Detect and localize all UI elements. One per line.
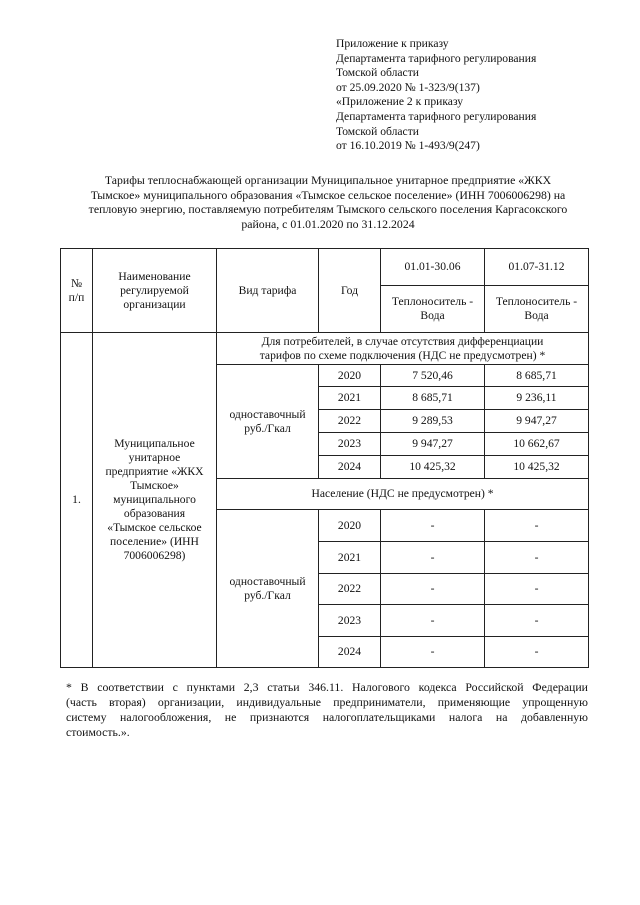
- header-period-2: 01.07-31.12: [485, 249, 589, 286]
- tariff-value: -: [381, 542, 485, 574]
- tariff-value: -: [381, 605, 485, 637]
- year-cell: 2022: [319, 574, 381, 605]
- tariff-value: 7 520,46: [381, 365, 485, 387]
- section-2-title: Население (НДС не предусмотрен) *: [217, 479, 589, 510]
- footnote-line: стоимость.».: [66, 725, 130, 739]
- header-num: № п/п: [61, 249, 93, 333]
- footnote: [66, 680, 588, 740]
- appendix-line: от 16.10.2019 № 1-493/9(247): [336, 139, 480, 153]
- tariff-value: -: [485, 542, 589, 574]
- header-org-name: Наименование регулируемой организации: [93, 249, 217, 333]
- document-title: [48, 173, 608, 231]
- row-num: 1.: [61, 333, 93, 668]
- tariff-value: 9 236,11: [485, 387, 589, 410]
- year-cell: 2024: [319, 637, 381, 668]
- tariff-table: [60, 248, 589, 668]
- title-line: Тарифы теплоснабжающей организации Муниципальное унитарное предприятие «ЖКХ: [104, 173, 552, 187]
- year-cell: 2024: [319, 456, 381, 479]
- appendix-line: от 25.09.2020 № 1-323/9(137): [336, 80, 480, 94]
- tariff-value: -: [485, 605, 589, 637]
- title-line: тепловую энергию, поставляемую потребителям Тымского сельского поселения Каргасокского: [88, 202, 568, 217]
- appendix-line: Департамента тарифного регулирования: [336, 51, 537, 65]
- appendix-header: [336, 37, 626, 154]
- tariff-value: -: [485, 510, 589, 542]
- tariff-value: 9 947,27: [485, 410, 589, 433]
- header-year: Год: [319, 249, 381, 333]
- org-name: Муниципальное унитарное предприятие «ЖКХ Тымское» муниципального образования «Тымское сельское поселение» (ИНН 7006006298): [93, 333, 217, 668]
- tariff-value: 9 289,53: [381, 410, 485, 433]
- tariff-value: -: [381, 637, 485, 668]
- appendix-line: Приложение к приказу: [336, 37, 449, 50]
- year-cell: 2021: [319, 387, 381, 410]
- appendix-line: Томской области: [336, 124, 419, 138]
- header-carrier-2: Теплоноситель - Вода: [485, 286, 589, 333]
- year-cell: 2020: [319, 365, 381, 387]
- tariff-value: -: [485, 574, 589, 605]
- header-period-1: 01.01-30.06: [381, 249, 485, 286]
- tariff-value: 8 685,71: [485, 365, 589, 387]
- title-line: Тымское» муниципального образования «Тымское сельское поселение» (ИНН 7006006298) на: [90, 187, 566, 202]
- year-cell: 2020: [319, 510, 381, 542]
- title-line: района, с 01.01.2020 по 31.12.2024: [241, 216, 415, 231]
- footnote-line: * В соответствии с пунктами 2,3 статьи 346.11. Налогового кодекса Российской Федерации: [66, 680, 588, 694]
- tariff-value: -: [381, 574, 485, 605]
- year-cell: 2023: [319, 433, 381, 456]
- tariff-value: 10 662,67: [485, 433, 589, 456]
- footnote-line: систему налогообложения, не признаются налогоплательщиками налога на добавленную: [66, 710, 588, 724]
- section-1-title: Для потребителей, в случае отсутствия дифференциации тарифов по схеме подключения (НДС не предусмотрен) *: [217, 333, 589, 365]
- section-1-tariff-type: одноставочный руб./Гкал: [217, 365, 319, 479]
- tariff-value: 10 425,32: [485, 456, 589, 479]
- tariff-value: 10 425,32: [381, 456, 485, 479]
- tariff-value: 8 685,71: [381, 387, 485, 410]
- appendix-line: «Приложение 2 к приказу: [336, 95, 464, 109]
- header-tariff-type: Вид тарифа: [217, 249, 319, 333]
- appendix-line: Департамента тарифного регулирования: [336, 109, 537, 123]
- tariff-value: -: [381, 510, 485, 542]
- year-cell: 2022: [319, 410, 381, 433]
- year-cell: 2023: [319, 605, 381, 637]
- header-carrier-1: Теплоноситель - Вода: [381, 286, 485, 333]
- tariff-value: -: [485, 637, 589, 668]
- year-cell: 2021: [319, 542, 381, 574]
- appendix-line: Томской области: [336, 66, 419, 80]
- tariff-value: 9 947,27: [381, 433, 485, 456]
- footnote-line: (часть вторая) организации, индивидуальные предприниматели, применяющие упрощенную: [66, 695, 588, 709]
- section-2-tariff-type: одноставочный руб./Гкал: [217, 510, 319, 668]
